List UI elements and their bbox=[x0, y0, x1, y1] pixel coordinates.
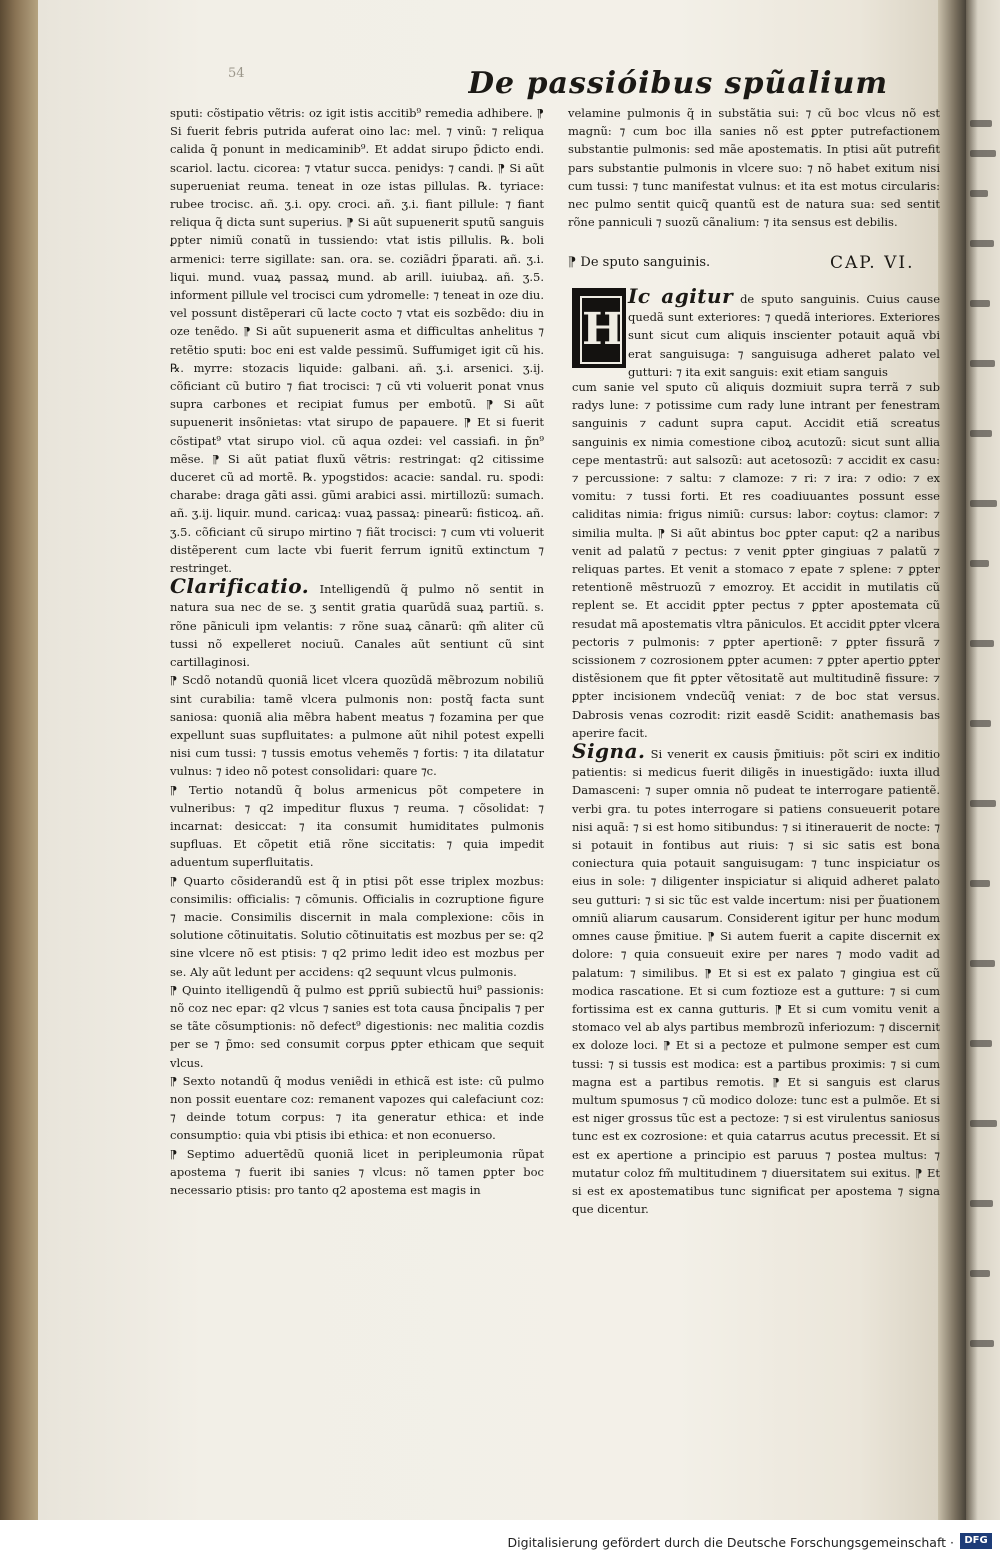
running-head: De passióibus spũalium bbox=[468, 66, 888, 101]
right-column-main bbox=[572, 378, 940, 1218]
facing-page-edge bbox=[966, 0, 1000, 1520]
book-gutter bbox=[938, 0, 968, 1520]
paragraph-sixth-note: ⁋ Sexto notandũ q̃ modus veniẽdi in ethicã est iste: cũ pulmo non possit euentare coz: remanent vapozes qui calefaciunt coz: ⁊ deinde totum corpus: ⁊ ita generatur ethica: et inde consumptio: quia vbi ptisis ibi ethica: et non econuerso. bbox=[170, 1073, 544, 1143]
chapter-title: ⁋ De sputo sanguinis. bbox=[568, 255, 711, 270]
paragraph-signa-text: Si venerit ex causis p̃mitiuis: põt sciri ex inditio patientis: si medicus fuerit diligẽs in inuestigãdo: iuxta illud Damasceni: ⁊ super omnia nõ pudeat te interrogare patientẽ. verbi gra. tu potes interrogare si patiens consueuerit potare nisi aquã: ⁊ si est homo sitibundus: ⁊ si itinerauerit de nocte: ⁊ si potauit in fontibus aut riuis: ⁊ si sic satis est bona coniectura quia potauit sanguisugam: ⁊ tunc inspiciatur os eius in sole: ⁊ diligenter inspiciatur si aliquid adheret palato seu gutturi: ⁊ si sic tũc est valde incertum: nisi per p̃uationem omniũ aliarum causarum. Considerent igitur per hunc modum omnes cause p̃mitiue. ⁋ Si autem fuerit a capite discernit ex dolore: ⁊ quia consueuit exire per nares ⁊ modo vadit ad palatum: ⁊ similibus. ⁋ Et si est ex palato ⁊ gingiua est cũ modica rascatione. Et si cum foztioze est a gutture: ⁊ si cum fortissima est ex canna gutturis. ⁋ Et si cum vomitu venit a stomaco vel ab alys partibus membrozũ inferiozum: ⁊ discernit ex doloze loci. ⁋ Et si a pectoze et pulmone semper est cum tussi: ⁊ si tussis est modica: est a partibus proximis: ⁊ si cum magna est a partibus remotis. ⁋ Et si sanguis est clarus multum spumosus ⁊ cũ modico doloze: tunc est a pulmõe. Et si est niger grossus tũc est a pectoze: ⁊ si est virulentus saniosus tunc est ex cozrosione: et quia catarrus acutus precessit. Et si est ex apertione a principio est paruus ⁊ postea multus: ⁊ mutatur coloz fm̃ multitudinem ⁊ diuersitatem sui exitus. ⁋ Et si est ex apostematibus tunc significat per apostema ⁊ signa que dicentur. bbox=[572, 747, 941, 1217]
paragraph-continuation: velamine pulmonis q̃ in substãtia sui: ⁊ cũ boc vlcus nõ est magnũ: ⁊ cum boc illa sanies nõ est ꝑpter putrefactionem substantie pulmonis: sed mãe apostematis. In ptisi aũt putrefit pars substantie pulmonis in vlcere suo: ⁊ nõ habet exitum nisi cum tussi: ⁊ tunc manifestat vulnus: et ita est motus circularis: nec pulmo sentit quicq̃ quantũ est de natura sua: sed sentit rõne panniculi ⁊ suozũ cãnalium: ⁊ ita sensus est debilis. bbox=[568, 106, 940, 230]
book-edge-left bbox=[0, 0, 40, 1520]
paragraph-signa bbox=[572, 739, 941, 1218]
paragraph-fourth-note: ⁋ Quarto cõsiderandũ est q̃ in ptisi põt esse triplex mozbus: consimilis: officialis: ⁊ cõmunis. Officialis in cozruptione figure ⁊ macie. Consimilis discernit in mala complexione: cõis in solutione cõtinuitatis. Solutio cõtinuitatis est mozbus per se: q2 sine vlcere nõ est ptisis: ⁊ q2 primo ledit ideo est mozbus per se. Aly aũt ledunt per accidens: q2 sequunt vlcus pulmonis. bbox=[170, 873, 544, 979]
right-column-top bbox=[568, 104, 940, 231]
paragraph-text: Intelligendũ q̃ pulmo nõ sentit in natura sua nec de se. ʒ sentit gratia quarũdã suaꝝ partiũ. s. rõne pãniculi ipm velantis: ⁊ rõne suaꝝ cãnarũ: qm̃ aliter cũ tussi nõ expelleret nociuũ. Canales aũt sentiunt cũ sint cartillaginosi. bbox=[170, 582, 544, 670]
dfg-logo: DFG bbox=[960, 1533, 992, 1549]
paragraph-third-note: ⁋ Tertio notandũ q̃ bolus armenicus põt competere in vulneribus: ⁊ q2 impeditur fluxus ⁊ reuma. ⁊ cõsolidat: ⁊ incarnat: desiccat: ⁊ ita consumit humiditates pulmonis supfluas. Et cõpetit etiã rõne siccitatis: ⁊ quia impedit aduentum superfluitatis. bbox=[170, 782, 544, 870]
chapter-lead-words: Ic agitur bbox=[628, 284, 734, 308]
chapter-opening bbox=[628, 284, 941, 381]
paragraph-fifth-note: ⁋ Quinto itelligendũ q̃ pulmo est ꝑpriũ subiectũ hui⁹ passionis: nõ coz nec epar: q2 vlcus ⁊ sanies est tota causa p̃ncipalis ⁊ per se tãte cõsumptionis: nõ defect⁹ digestionis: nec malitia cozdis per se ⁊ p̃mo: sed consumit corpus ꝑpter ethicam que sequit vlcus. bbox=[170, 982, 544, 1070]
paragraph-remedies: sputi: cõstipatio vẽtris: oz igit istis accitib⁹ remedia adhibere. ⁋ Si fuerit febris putrida auferat oino lac: mel. ⁊ vinũ: ⁊ reliqua calida q̃ ponunt in medicaminib⁹. Et addat sirupo p̃dicto endi. scariol. lactu. cicorea: ⁊ vtatur succa. penidys: ⁊ candi. ⁋ Si aũt superueniat reuma. teneat in oze istas pillulas. ℞. tyriace: rubee trocisc. añ. ʒ.i. opy. croci. añ. ʒ.i. fiant pillule: ⁊ fiant reliqua q̃ dicta sunt superius. ⁋ Si aũt supuenerit sputũ sanguis ꝑpter nimiũ conatũ in tussiendo: vtat istis pillulis. ℞. boli armenici: terre sigillate: san. ora. se. coziãdri p̃parati. añ. ʒ.i. liqui. mund. vuaꝝ passaꝝ mund. ab arill. iuiubaꝝ. añ. ʒ.5. informent pillule vel trocisci cum ydromelle: ⁊ teneat in oze diu. vel possunt distẽperari cũ lacte cocto ⁊ vtat eis sozbẽdo: diu in oze tenẽdo. ⁋ Si aũt supuenerit asma et difficultas anhelitus ⁊ retẽtio sputi: boc eni est valde pessimũ. Suffumiget igit cũ his. ℞. myrre: stozacis liquide: galbani. añ. ʒ.i. arsenici. ʒ.ij. cõficiant cũ butiro ⁊ fiat trocisci: ⁊ cũ vti voluerit ponat vnus supra carbones et recipiat fumus per embotũ. ⁋ Si aũt supuenerit insõnietas: vtat sirupo de papauere. ⁋ Et si fuerit cõstipat⁹ vtat sirupo viol. cũ aqua ozdei: vel cassiafi. in p̃n⁹ mẽse. ⁋ Si aũt patiat fluxũ vẽtris: restringat: q2 citissime duceret cũ ad mortẽ. ℞. ypogstidos: acacie: sandal. ru. spodi: charabe: draga gãti assi. gũmi arabici assi. mirtillozũ: sumach. añ. ʒ.ij. liquir. mund. caricaꝝ: vuaꝝ passaꝝ: pinearũ: fisticoꝝ. añ. ʒ.5. cõficiant cũ sirupo mirtino ⁊ fiãt trocisci: ⁊ cum vti voluerit distẽperent cum lacte vbi fuerit ferrum ignitũ extinctum ⁊ restringet. bbox=[170, 106, 544, 576]
chapter-number: CAP. VI. bbox=[830, 253, 915, 273]
chapter-opening-body: de sputo sanguinis. Cuius cause quedã sunt exteriores: ⁊ quedã interiores. Exteriores sunt sicut cum aliquis inscienter potauit aquã vbi erat sanguisuga: ⁊ sanguisuga adheret palato vel gutturi: ⁊ ita exit sanguis: exit etiam sanguis bbox=[628, 292, 941, 379]
funding-credit: Digitalisierung gefördert durch die Deutsche Forschungsgemeinschaft · bbox=[507, 1535, 954, 1550]
left-column bbox=[170, 104, 544, 1199]
paragraph-seventh-note: ⁋ Septimo aduertẽdũ quoniã licet in peripleumonia rũpat apostema ⁊ fuerit ibi sanies ⁊ vlcus: nõ tamen ꝑpter boc necessario ptisis: pro tanto q2 apostema est magis in bbox=[170, 1146, 544, 1197]
folio-mark: 54 bbox=[228, 66, 245, 81]
paragraph-causes: cum sanie vel sputo cũ aliquis dozmiuit supra terrã ⁊ sub radys lune: ⁊ potissime cum rady lune intrant per fenestram sanguinis ⁊ cadunt supra caput. Accidit etiã screatus sanguinis ex nimia comestione ciboꝝ acutozũ: sicut sunt allia cepe mentastrũ: aut salsozũ: aut acetosozũ: ⁊ accidit ex casu: ⁊ percussione: ⁊ saltu: ⁊ clamoze: ⁊ ri: ⁊ ira: ⁊ odio: ⁊ ex vomitu: ⁊ tussi forti. Et res coadiuuantes possunt esse caliditas nimia: frigus nimiũ: cursus: labor: coytus: clamor: ⁊ similia multa. ⁋ Si aũt abintus boc ꝑpter caput: q2 a naribus venit ad palatũ ⁊ pectus: ⁊ venit ꝑpter gingiuas ⁊ palatũ ⁊ reliquas partes. Et venit a stomaco ⁊ epate ⁊ splene: ⁊ ꝑpter retentionẽ mẽstruozũ ⁊ emozroy. Et accidit in mutilatis cũ replent se. Et accidit ꝑpter pectus ⁊ ꝑpter apostemata cũ resudat mã apostematis vltra pãniculos. Et accidit ꝑpter vlcera pectoris ⁊ pulmonis: ⁊ ꝑpter apertionẽ: ⁊ ꝑpter fissurã ⁊ scissionem ⁊ cozrosionem ꝑpter acumen: ⁊ ꝑpter apertio ꝑpter distẽsionem que fit ꝑpter vẽtositatẽ aut multitudinẽ fissure: ⁊ ꝑpter incisionem vndecũq̃ veniat: ⁊ de boc stat versus. Dabrosis venas cozrodit: rizit easdẽ Scidit: anathemasis bas aperire facit. bbox=[572, 380, 940, 740]
paragraph-clarificatio bbox=[170, 574, 544, 671]
decorated-initial bbox=[572, 288, 626, 368]
chapter-opening-text bbox=[628, 284, 941, 381]
paragraph-second-note: ⁋ Scdõ notandũ quoniã licet vlcera quozũdã mẽbrozum nobiliũ sint curabilia: tamẽ vlcera pulmonis non: postq̃ facta sunt saniosa: quoniã alia mẽbra habent meatus ⁊ fozamina per que expellunt suas supfluitates: a pulmone aũt nihil potest expelli nisi cum tussi: ⁊ tussis emotus vehemẽs ⁊ fortis: ⁊ ita dilatatur vulnus: ⁊ ideo nõ potest consolidari: quare ⁊c. bbox=[170, 673, 544, 779]
section-heading-signa: Signa. bbox=[572, 739, 646, 764]
initial-letter: H bbox=[580, 296, 622, 364]
section-heading-clarificatio: Clarificatio. bbox=[170, 574, 310, 599]
